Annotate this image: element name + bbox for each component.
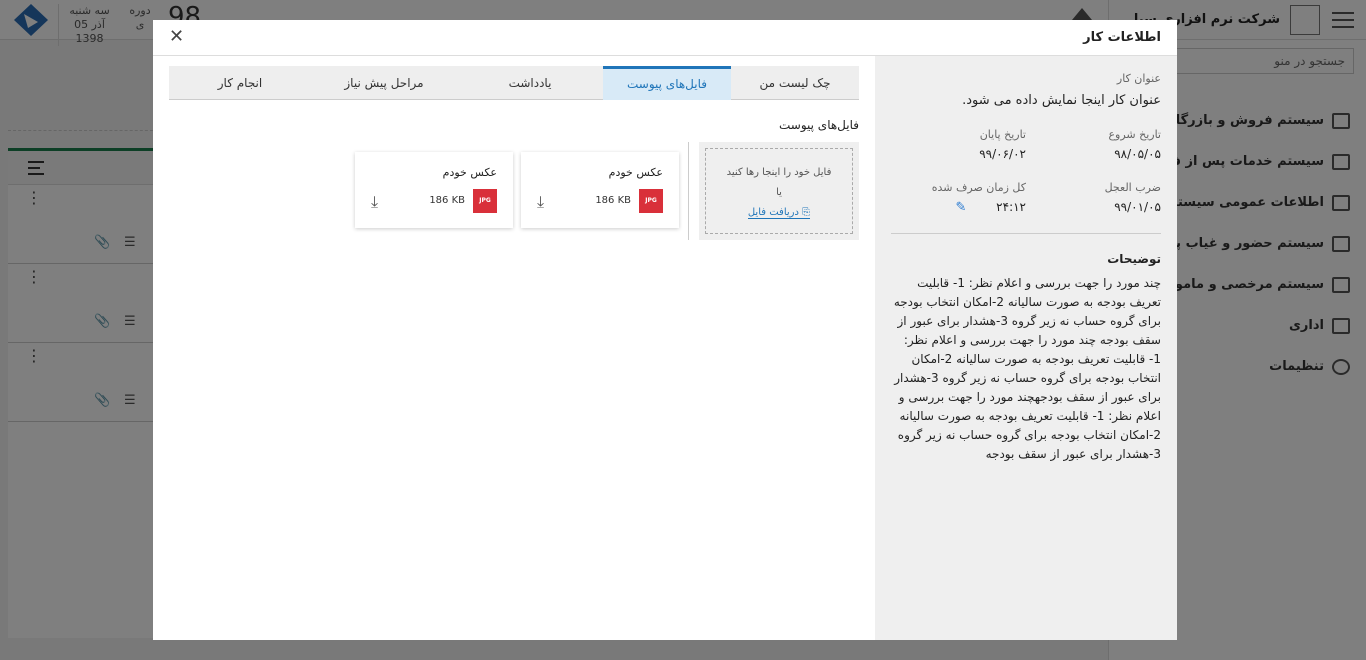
file-size: 186 KB	[595, 195, 631, 206]
deadline-row	[891, 181, 1161, 215]
start-date-label: تاریخ شروع	[1108, 128, 1161, 141]
close-icon[interactable]: ✕	[169, 26, 185, 47]
download-icon[interactable]: ⤓	[371, 192, 379, 211]
total-time-label: کل زمان صرف شده	[931, 181, 1026, 194]
deadline-label: ضرب العجل	[1104, 181, 1161, 194]
end-date-value: ۹۹/۰۶/۰۲	[979, 147, 1026, 161]
work-title-value: عنوان کار اینجا نمایش داده می شود.	[962, 93, 1161, 108]
file-dropzone[interactable]	[699, 142, 859, 240]
upload-icon: ⎘	[798, 207, 811, 218]
divider	[891, 233, 1161, 234]
upload-file-link[interactable]	[748, 207, 810, 219]
tab-attachments[interactable]: فایل‌های پیوست	[603, 66, 731, 100]
work-info-dialog	[153, 20, 1177, 640]
tab-panel	[169, 66, 859, 626]
start-date-value: ۹۸/۰۵/۰۵	[1114, 147, 1161, 161]
tab-prerequisites[interactable]: مراحل پیش نیاز	[344, 76, 424, 90]
jpg-file-icon: JPG	[639, 189, 663, 213]
end-date-label: تاریخ پایان	[979, 128, 1026, 141]
divider	[688, 142, 689, 240]
file-card[interactable]	[355, 152, 513, 228]
file-name: عکس خودم	[442, 166, 497, 179]
drop-text: فایل خود را اینجا رها کنید	[726, 167, 832, 178]
description-text: چند مورد را جهت بررسی و اعلام نظر: 1- قابلیت تعریف بودجه به صورت سالیانه 2-امکان انتخاب بودجه برای گروه حساب نه زیر گروه 3-هشدار برای عبور از سقف بودجه چند مورد را جهت بررسی و اعلام نظر: 1- قابلیت تعریف بودجه به صورت سالیانه 2-امکان انتخاب بودجه برای گروه حساب نه زیر گروه 3-هشدار برای عبور از سقف بودجهچند مورد را جهت بررسی و اعلام نظر: 1- قابلیت تعریف بودجه به صورت سالیانه 2-امکان انتخاب بودجه برای گروه حساب نه زیر گروه 3-هشدار برای عبور از سقف بودجه	[893, 276, 1161, 461]
download-icon[interactable]: ⤓	[537, 192, 545, 211]
total-time-value: ۲۴:۱۲	[996, 200, 1026, 214]
attachments-title: فایل‌های پیوست	[778, 118, 859, 132]
dates-row	[891, 128, 1161, 161]
file-name: عکس خودم	[608, 166, 663, 179]
dialog-title: اطلاعات کار	[1083, 30, 1161, 45]
jpg-file-icon: JPG	[473, 189, 497, 213]
file-size: 186 KB	[429, 195, 465, 206]
dialog-header	[153, 20, 1177, 56]
tab-do-work[interactable]: انجام کار	[217, 76, 263, 90]
file-card[interactable]	[521, 152, 679, 228]
work-title-label: عنوان کار	[1116, 72, 1161, 85]
deadline-value: ۹۹/۰۱/۰۵	[1114, 200, 1161, 214]
pencil-icon[interactable]: ✎	[955, 200, 967, 215]
work-info-panel	[875, 56, 1177, 640]
attachments-area	[169, 142, 859, 242]
upload-file-label: دریافت فایل	[747, 207, 799, 218]
or-text: یا	[776, 187, 782, 198]
total-time-row	[891, 200, 1026, 215]
tab-bar	[169, 66, 859, 100]
tab-notes[interactable]: یادداشت	[508, 76, 552, 90]
description-label: توضیحات	[1107, 252, 1161, 266]
tab-my-checklist[interactable]: چک لیست من	[759, 76, 831, 90]
dropzone-box[interactable]	[705, 148, 853, 234]
